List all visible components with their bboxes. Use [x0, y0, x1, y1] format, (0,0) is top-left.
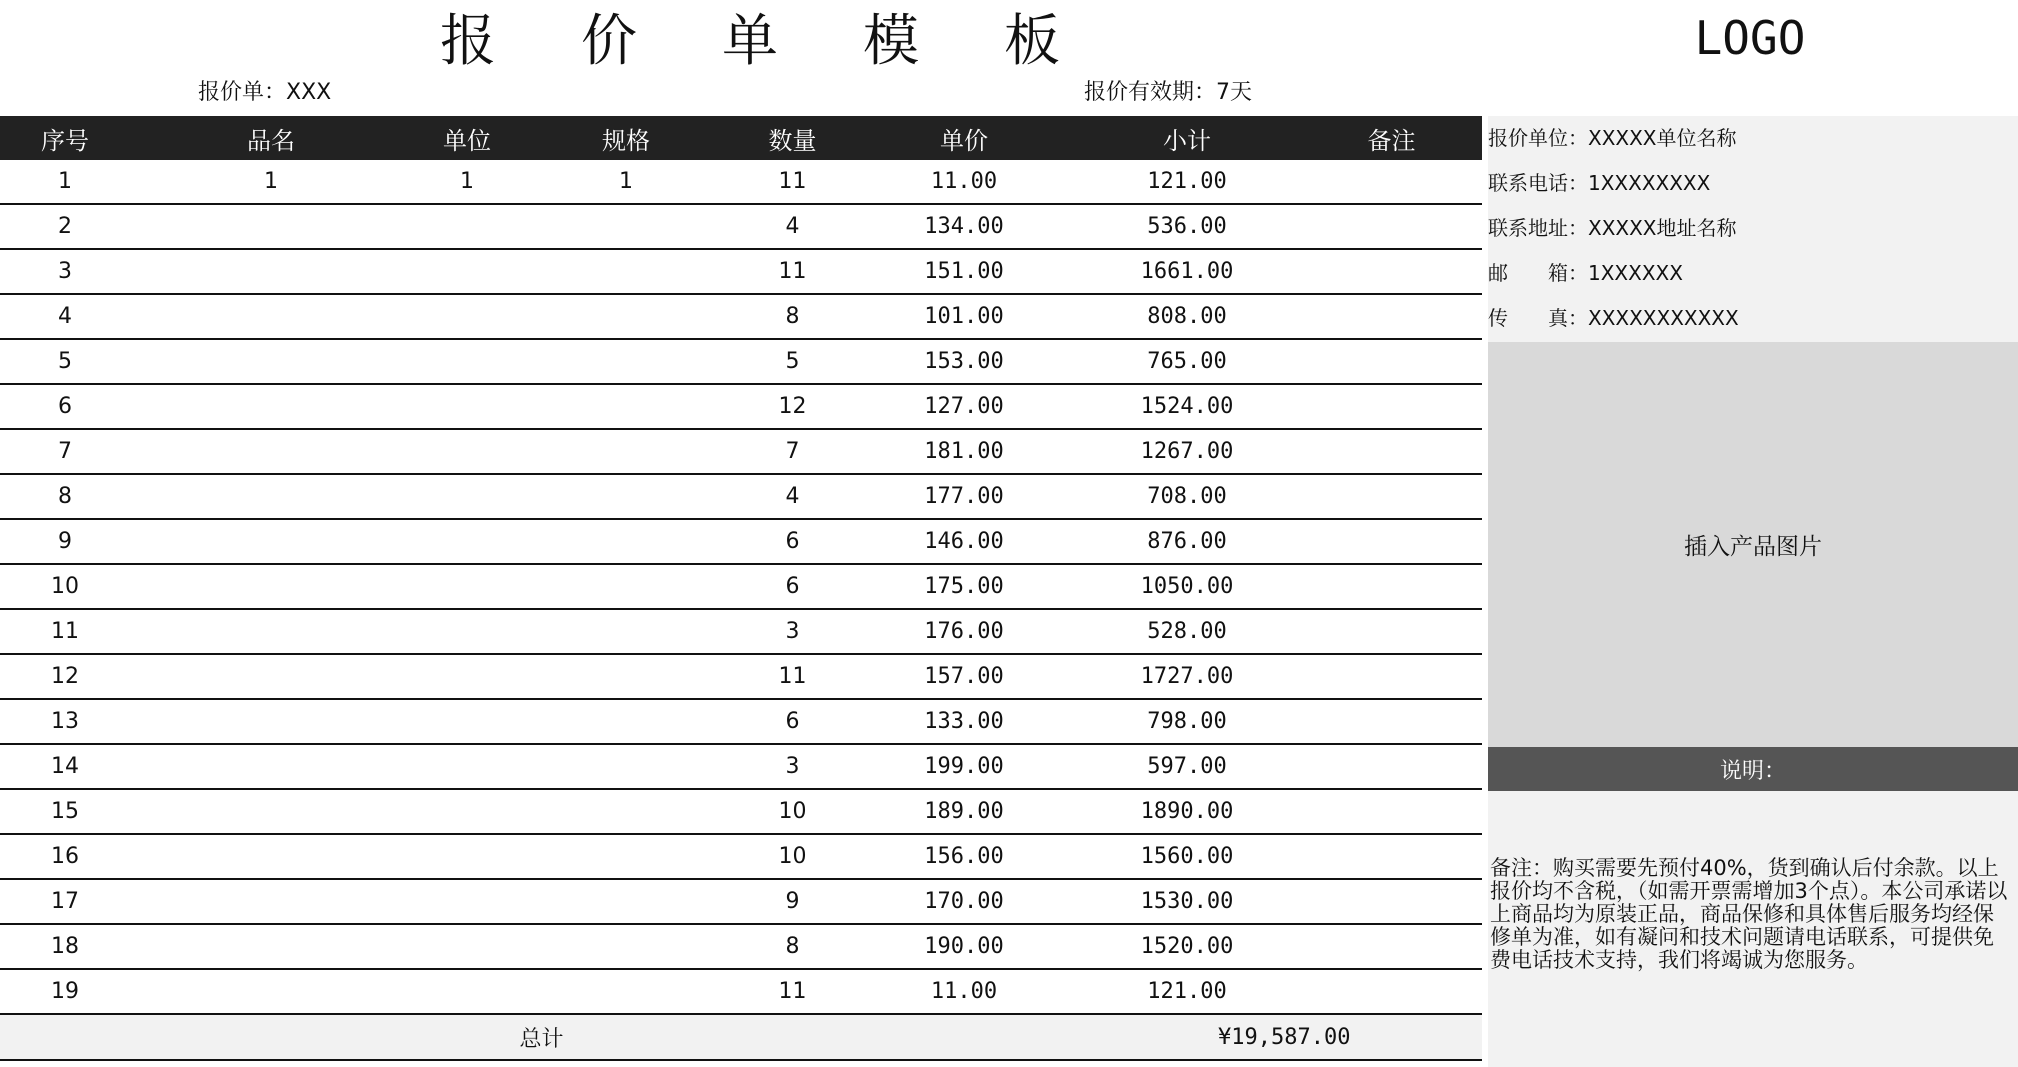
- table-cell: 11.00: [930, 169, 998, 194]
- table-cell: 1661.00: [1140, 259, 1234, 284]
- table-cell: 175.00: [924, 574, 1004, 599]
- column-header: 小计: [1163, 126, 1211, 155]
- table-cell: 12: [51, 664, 79, 689]
- table-row: [0, 205, 1482, 250]
- info-email: 邮 箱：1XXXXXX: [1488, 261, 1683, 285]
- table-row: [0, 700, 1482, 745]
- table-cell: 7: [58, 439, 72, 464]
- page-title: [440, 2, 1060, 72]
- table-cell: 153.00: [924, 349, 1004, 374]
- table-cell: 6: [785, 529, 800, 554]
- table-row: [0, 790, 1482, 835]
- table-cell: 10: [778, 799, 807, 824]
- company-info: [1488, 116, 2018, 342]
- table-cell: 597.00: [1147, 754, 1227, 779]
- total-value: ¥19,587.00: [1218, 1024, 1351, 1050]
- table-cell: 18: [51, 934, 79, 959]
- column-header: 序号: [41, 126, 89, 155]
- title-char: 单: [722, 9, 778, 74]
- table-cell: 1524.00: [1140, 394, 1234, 419]
- info-address: 联系地址：XXXXX地址名称: [1488, 216, 1737, 240]
- table-row: [0, 475, 1482, 520]
- table-cell: 3: [785, 754, 800, 779]
- table-cell: 189.00: [924, 799, 1004, 824]
- table-cell: 9: [785, 889, 800, 914]
- note-title: 说明：: [1488, 747, 2018, 791]
- table-cell: 190.00: [924, 934, 1004, 959]
- table-cell: 1: [619, 169, 633, 194]
- table-cell: 10: [51, 574, 79, 599]
- table-cell: 133.00: [924, 709, 1004, 734]
- table-cell: 6: [785, 709, 800, 734]
- table-cell: 181.00: [924, 439, 1004, 464]
- table-cell: 6: [58, 394, 72, 419]
- table-cell: 3: [58, 259, 72, 284]
- column-header: 数量: [768, 126, 817, 155]
- table-cell: 1890.00: [1140, 799, 1234, 824]
- table-cell: 5: [785, 349, 800, 374]
- table-cell: 176.00: [924, 619, 1004, 644]
- table-row: [0, 520, 1482, 565]
- logo: LOGO: [1694, 11, 1806, 65]
- table-cell: 11: [51, 619, 79, 644]
- table-cell: 101.00: [924, 304, 1004, 329]
- table-cell: 121.00: [1147, 169, 1227, 194]
- table-cell: 11: [778, 169, 807, 194]
- table-cell: 17: [51, 889, 79, 914]
- quote-number: 报价单：XXX: [198, 80, 332, 105]
- table-cell: 1530.00: [1140, 889, 1234, 914]
- table-row: [0, 610, 1482, 655]
- table-cell: 1: [460, 169, 474, 194]
- table-cell: 9: [58, 529, 72, 554]
- table-cell: 708.00: [1147, 484, 1227, 509]
- table-cell: 11: [778, 979, 807, 1004]
- table-cell: 7: [785, 439, 800, 464]
- table-cell: 1520.00: [1140, 934, 1234, 959]
- title-char: 报: [440, 9, 496, 74]
- quote-validity: 报价有效期：7天: [1084, 80, 1252, 105]
- note-text: 备注：购买需要先预付40%，货到确认后付余款。以上报价均不含税，（如需开票需增加3个点）。本公司承诺以上商品均为原装正品，商品保修和具体售后服务均经保修单为准，如有凝问和技术问题请电话联系，可提供免费电话技术支持，我们将竭诚为您服务。: [1488, 791, 2018, 1067]
- table-cell: 1560.00: [1140, 844, 1234, 869]
- title-char: 板: [1004, 9, 1060, 74]
- table-cell: 157.00: [924, 664, 1004, 689]
- info-fax: 传 真：XXXXXXXXXXX: [1488, 306, 1739, 330]
- table-cell: 6: [785, 574, 800, 599]
- table-cell: 1: [58, 169, 72, 194]
- table-cell: 1727.00: [1140, 664, 1234, 689]
- table-cell: 11: [778, 664, 807, 689]
- table-cell: 1267.00: [1140, 439, 1234, 464]
- table-cell: 15: [51, 799, 79, 824]
- image-placeholder-label: 插入产品图片: [1684, 534, 1822, 560]
- table-cell: 765.00: [1147, 349, 1227, 374]
- table-cell: 10: [778, 844, 807, 869]
- table-row: [0, 655, 1482, 700]
- table-cell: 1050.00: [1140, 574, 1234, 599]
- table-cell: 156.00: [924, 844, 1004, 869]
- table-cell: 1: [264, 169, 278, 194]
- table-row: [0, 835, 1482, 880]
- quote-table: [0, 116, 1482, 1061]
- table-row: [0, 565, 1482, 610]
- table-cell: 12: [778, 394, 807, 419]
- title-char: 模: [863, 9, 919, 74]
- table-cell: 134.00: [924, 214, 1004, 239]
- info-panel: [1488, 116, 2018, 1067]
- table-cell: 146.00: [924, 529, 1004, 554]
- table-cell: 19: [51, 979, 79, 1004]
- table-cell: 4: [785, 484, 800, 509]
- table-header: [0, 116, 1482, 160]
- table-cell: 170.00: [924, 889, 1004, 914]
- product-image-placeholder: [1488, 342, 2018, 747]
- table-row: [0, 430, 1482, 475]
- column-header: 备注: [1367, 126, 1416, 155]
- column-header: 品名: [247, 126, 295, 155]
- table-cell: 528.00: [1147, 619, 1227, 644]
- table-row: [0, 340, 1482, 385]
- table-row: [0, 745, 1482, 790]
- table-cell: 8: [785, 304, 800, 329]
- table-cell: 14: [51, 754, 79, 779]
- table-cell: 151.00: [924, 259, 1004, 284]
- table-cell: 121.00: [1147, 979, 1227, 1004]
- table-cell: 177.00: [924, 484, 1004, 509]
- table-row: [0, 880, 1482, 925]
- column-header: 单价: [940, 126, 988, 155]
- table-cell: 11: [778, 259, 807, 284]
- table-cell: 8: [58, 484, 72, 509]
- total-label: 总计: [519, 1026, 564, 1052]
- table-row: [0, 295, 1482, 340]
- table-cell: 16: [51, 844, 79, 869]
- table-cell: 4: [58, 304, 72, 329]
- table-cell: 8: [785, 934, 800, 959]
- table-row: [0, 385, 1482, 430]
- table-cell: 536.00: [1147, 214, 1227, 239]
- table-cell: 4: [785, 214, 800, 239]
- table-cell: 2: [58, 214, 72, 239]
- table-row: [0, 970, 1482, 1015]
- table-cell: 11.00: [930, 979, 998, 1004]
- table-row: [0, 925, 1482, 970]
- table-body: [0, 160, 1482, 1015]
- column-header: 规格: [602, 126, 650, 155]
- table-cell: 3: [785, 619, 800, 644]
- table-row: [0, 250, 1482, 295]
- table-row: [0, 160, 1482, 205]
- table-cell: 127.00: [924, 394, 1004, 419]
- table-cell: 199.00: [924, 754, 1004, 779]
- info-company: 报价单位：XXXXX单位名称: [1488, 126, 1737, 150]
- total-row: [0, 1015, 1482, 1061]
- title-char: 价: [581, 9, 637, 74]
- table-cell: 5: [58, 349, 72, 374]
- table-cell: 798.00: [1147, 709, 1227, 734]
- table-cell: 808.00: [1147, 304, 1227, 329]
- info-phone: 联系电话：1XXXXXXXX: [1488, 171, 1711, 195]
- table-cell: 876.00: [1147, 529, 1227, 554]
- table-cell: 13: [51, 709, 79, 734]
- column-header: 单位: [443, 126, 491, 155]
